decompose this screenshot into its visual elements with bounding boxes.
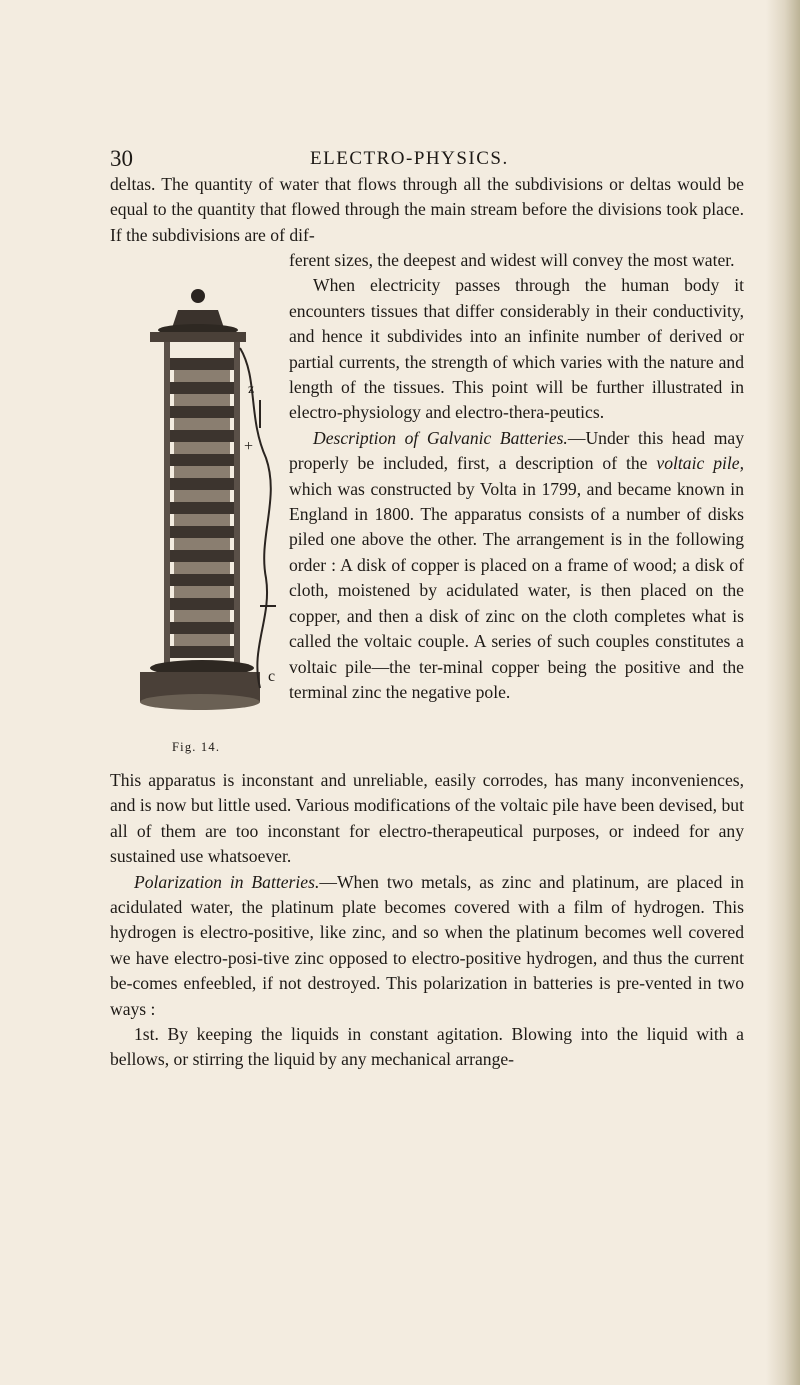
paragraph-polarization: [110, 870, 744, 1022]
voltaic-pile-illustration: [140, 288, 290, 750]
paragraph-first-method: 1st. By keeping the liquids in constant agitation. Blowing into the liquid with a bellows, or stirring the liquid by any mechanical arrange-: [110, 1024, 744, 1070]
section-heading-polarization: Polarization in Batteries.: [134, 871, 320, 892]
voltaic-pile-term: voltaic pile,: [656, 453, 744, 474]
paragraph-electricity: When electricity passes through the human body it encounters tissues that differ considerably in their conductivity, and hence it subdivides into an infinite number of derived or partial currents, the strength of which varies with the nature and length of the tissues. This point will be further illustrated in electro-physiology and electro-thera-peutics.: [289, 275, 744, 423]
lower-paragraphs: [110, 768, 744, 1073]
galvanic-body: —Under this head may properly be included, first, a description of the: [289, 427, 744, 474]
top-paragraph-text: deltas. The quantity of water that flows through all the subdivisions or deltas would be equal to the quantity that flowed through the main stream before the divisions took place. If the subdivisions are of dif-: [110, 174, 744, 245]
figure-caption: Fig. 14.: [172, 740, 221, 754]
paragraph-galvanic-batteries: [289, 426, 744, 705]
polarization-body: —When two metals, as zinc and platinum, are placed in acidulated water, the platinum plate becomes covered with a film of hydrogen. This hydrogen is electro-positive, like zinc, and so when the platinum becomes well covered we have electro-posi-tive zinc opposed to electro-positive hydrogen, and thus the current be-comes enfeebled, if not destroyed. This polarization in batteries is pre-vented in two ways :: [110, 871, 744, 1019]
label-plus: +: [244, 438, 254, 455]
figure-side-text: [289, 248, 744, 705]
page-edge-shadow: [766, 0, 800, 1385]
label-c: c: [268, 668, 276, 685]
running-head: ELECTRO-PHYSICS.: [310, 148, 509, 169]
section-heading-galvanic: Description of Galvanic Batteries.: [313, 427, 568, 448]
paragraph-continuation: ferent sizes, the deepest and widest will convey the most water.: [289, 250, 735, 270]
top-paragraph: [110, 172, 744, 248]
label-z: z: [248, 382, 255, 397]
paragraph-apparatus: This apparatus is inconstant and unreliable, easily corrodes, has many inconveniences, and is now but little used. Various modifications of the voltaic pile have been devised, but all of them are too inconstant for electro-therapeutical purposes, or indeed for any sustained use whatsoever.: [110, 770, 744, 867]
galvanic-rest: which was constructed by Volta in 1799, and became known in England in 1800. The apparatus consists of a number of disks piled one above the other. The arrangement is in the following order : A disk of copper is placed on a frame of wood; a disk of cloth, moistened by acidulated water, is then placed on the copper, and then a disk of zinc on the cloth completes what is called the voltaic couple. A series of such couples constitutes a voltaic pile—the ter-minal copper being the positive and the terminal zinc the negative pole.: [289, 478, 744, 702]
page-number: 30: [110, 146, 133, 171]
